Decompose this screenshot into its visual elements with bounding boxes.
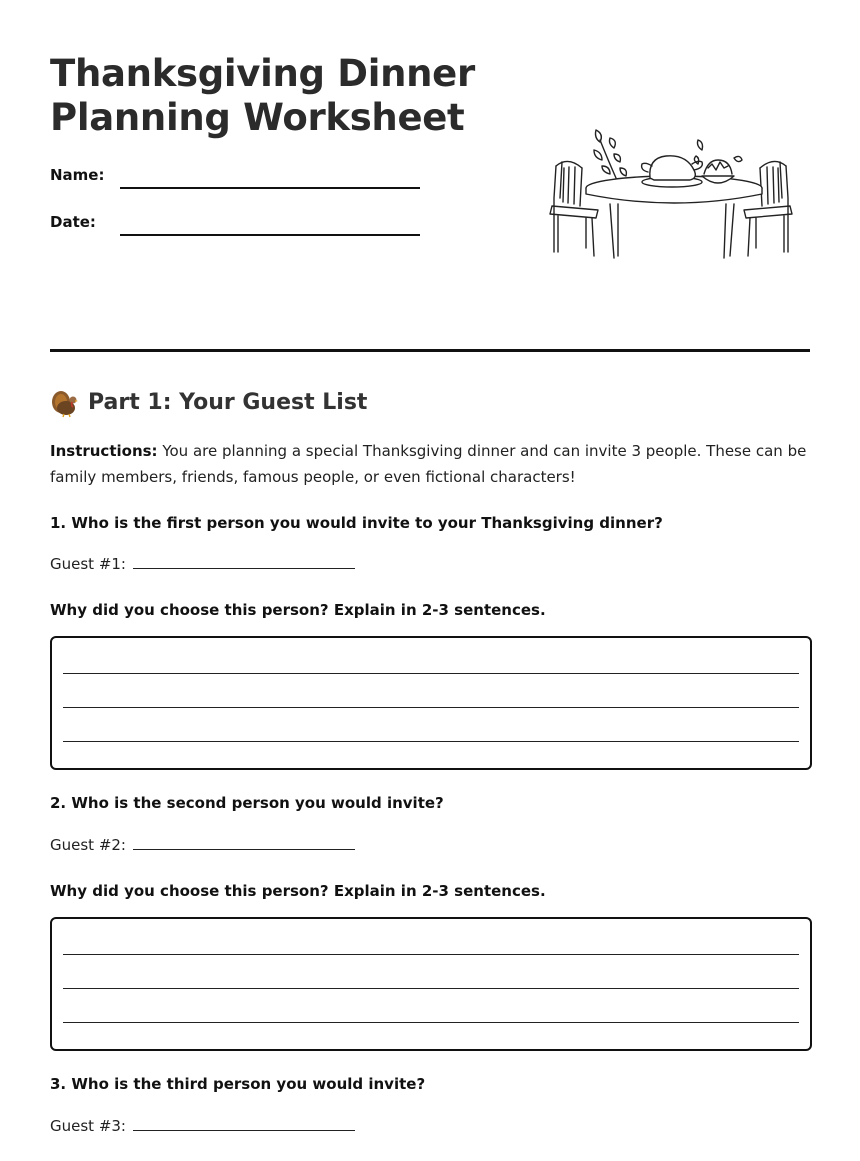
answer-line	[63, 954, 799, 955]
guest-3-line	[50, 1116, 355, 1136]
answer-line	[63, 1022, 799, 1023]
question-3: 3. Who is the third person you would invite?	[50, 1075, 426, 1093]
why-prompt-1: Why did you choose this person? Explain in 2-3 sentences.	[50, 601, 546, 619]
page-title	[50, 52, 475, 140]
answer-box-1[interactable]	[50, 636, 812, 770]
why-prompt-2: Why did you choose this person? Explain in 2-3 sentences.	[50, 882, 546, 900]
section-heading-part1	[50, 388, 367, 418]
turkey-icon	[50, 388, 80, 418]
date-label: Date:	[50, 213, 96, 231]
question-1: 1. Who is the first person you would invite to your Thanksgiving dinner?	[50, 514, 663, 532]
part1-heading-text: Part 1: Your Guest List	[88, 390, 368, 415]
guest-1-line	[50, 554, 355, 574]
answer-line	[63, 707, 799, 708]
name-label: Name:	[50, 166, 105, 184]
name-field[interactable]	[120, 187, 420, 189]
thanksgiving-table-illustration	[548, 120, 794, 262]
guest-1-field[interactable]	[133, 554, 355, 569]
question-2: 2. Who is the second person you would invite?	[50, 794, 444, 812]
answer-line	[63, 673, 799, 674]
guest-2-line	[50, 835, 355, 855]
section-divider	[50, 349, 810, 352]
answer-box-2[interactable]	[50, 917, 812, 1051]
guest-1-label: Guest #1:	[50, 555, 126, 573]
answer-line	[63, 741, 799, 742]
title-line-1: Thanksgiving Dinner	[50, 52, 475, 95]
date-field[interactable]	[120, 234, 420, 236]
instructions-text: You are planning a special Thanksgiving dinner and can invite 3 people. These can be family members, friends, famous people, or even fictional characters!	[50, 442, 807, 486]
instructions	[50, 438, 810, 490]
guest-3-field[interactable]	[133, 1116, 355, 1131]
guest-2-field[interactable]	[133, 835, 355, 850]
instructions-label: Instructions:	[50, 442, 158, 460]
guest-2-label: Guest #2:	[50, 836, 126, 854]
guest-3-label: Guest #3:	[50, 1117, 126, 1135]
answer-line	[63, 988, 799, 989]
title-line-2: Planning Worksheet	[50, 96, 465, 139]
